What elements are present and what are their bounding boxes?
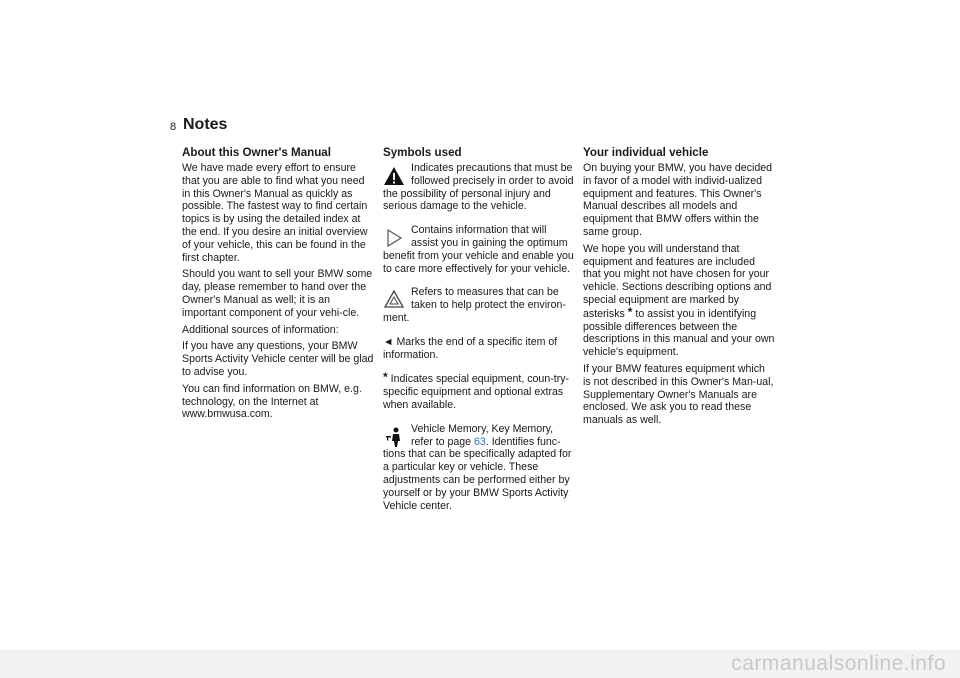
symbol-special-equipment [383,372,575,411]
asterisk-icon: * [383,370,388,385]
person-key-icon [383,426,405,448]
paragraph-text-continued: to assist you in identifying possible differences between the descriptions in this manual and your own vehicle's equipment. [583,307,775,359]
environment-description: Refers to measures that can be taken to help protect the environ-ment. [383,286,566,324]
symbol-memory [383,423,575,513]
warning-description: Indicates precautions that must be followed precisely in order to avoid the possibility of personal injury and serious damage to the vehicle. [383,162,574,213]
heading-about-manual: About this Owner's Manual [182,146,331,159]
watermark: carmanualsonline.info [731,652,946,675]
page-title: Notes [183,116,228,133]
paragraph: If you have any questions, your BMW Sports Activity Vehicle center will be glad to advise you. [182,340,374,378]
special-equipment-text: Indicates special equipment, coun-try-specific equipment and optional extras when available. [383,373,570,411]
column-symbols-used [383,146,575,523]
info-description: Contains information that will assist you in gaining the optimum benefit from your vehicle and enable you to care more effectively for your vehicle. [383,224,574,275]
memory-description [383,423,575,513]
end-marker-text: Marks the end of a specific item of information. [383,335,558,361]
paragraph: Should you want to sell your BMW some day, please remember to hand over the Owner's Manual as well; it is an important component of your vehi-cle. [182,268,373,319]
symbol-warning [383,162,575,213]
page-link[interactable]: 63 [474,435,486,448]
recycle-icon [383,289,405,311]
page-number: 8 [170,121,177,133]
special-equipment-description [383,372,575,411]
paragraph [583,243,775,359]
column-about-manual [182,146,374,425]
symbol-end-marker [383,336,575,362]
paragraph: Additional sources of information: [182,323,339,336]
footer-bar [0,650,960,678]
end-marker-icon: ◄ [383,335,394,348]
warning-triangle-icon [383,165,405,187]
heading-symbols-used: Symbols used [383,146,462,159]
asterisk-icon: * [627,304,633,319]
column-individual-vehicle [583,146,775,431]
memory-text-continued: . Identifies func-tions that can be specifically adapted for a particular key or vehicle. These adjustments can be performed either by yourself or by your BMW Sports Activity Vehicle center. [383,435,572,512]
paragraph: On buying your BMW, you have decided in favor of a model with individ-ualized equipment and features. This Owner's Manual describes all models and equipment that BMW offers within the same group. [583,162,773,238]
symbol-environment [383,286,575,324]
memory-text: Vehicle Memory, Key Memory, refer to page [411,422,554,448]
paragraph: If your BMW features equipment which is not described in this Owner's Man-ual, Supplementary Owner's Manuals are enclosed. We ask you to read these manuals as well. [583,362,774,427]
end-marker-description [383,336,575,362]
paragraph-text: We hope you will understand that equipment and features are included that you might not have chosen for your vehicle. Sections describing options and special equipment are marked by asterisks [583,242,772,320]
heading-individual-vehicle: Your individual vehicle [583,146,709,159]
play-triangle-icon [383,227,405,249]
paragraph: We have made every effort to ensure that you are able to find what you need in this Owner's Manual as quickly as possible. The fastest way to find certain topics is by using the detailed index at the end. If you desire an initial overview of your vehicle, this can be found in the first chapter. [182,162,368,264]
paragraph: You can find information on BMW, e.g. technology, on the Internet at www.bmwusa.com. [182,382,362,421]
symbol-info [383,224,575,275]
